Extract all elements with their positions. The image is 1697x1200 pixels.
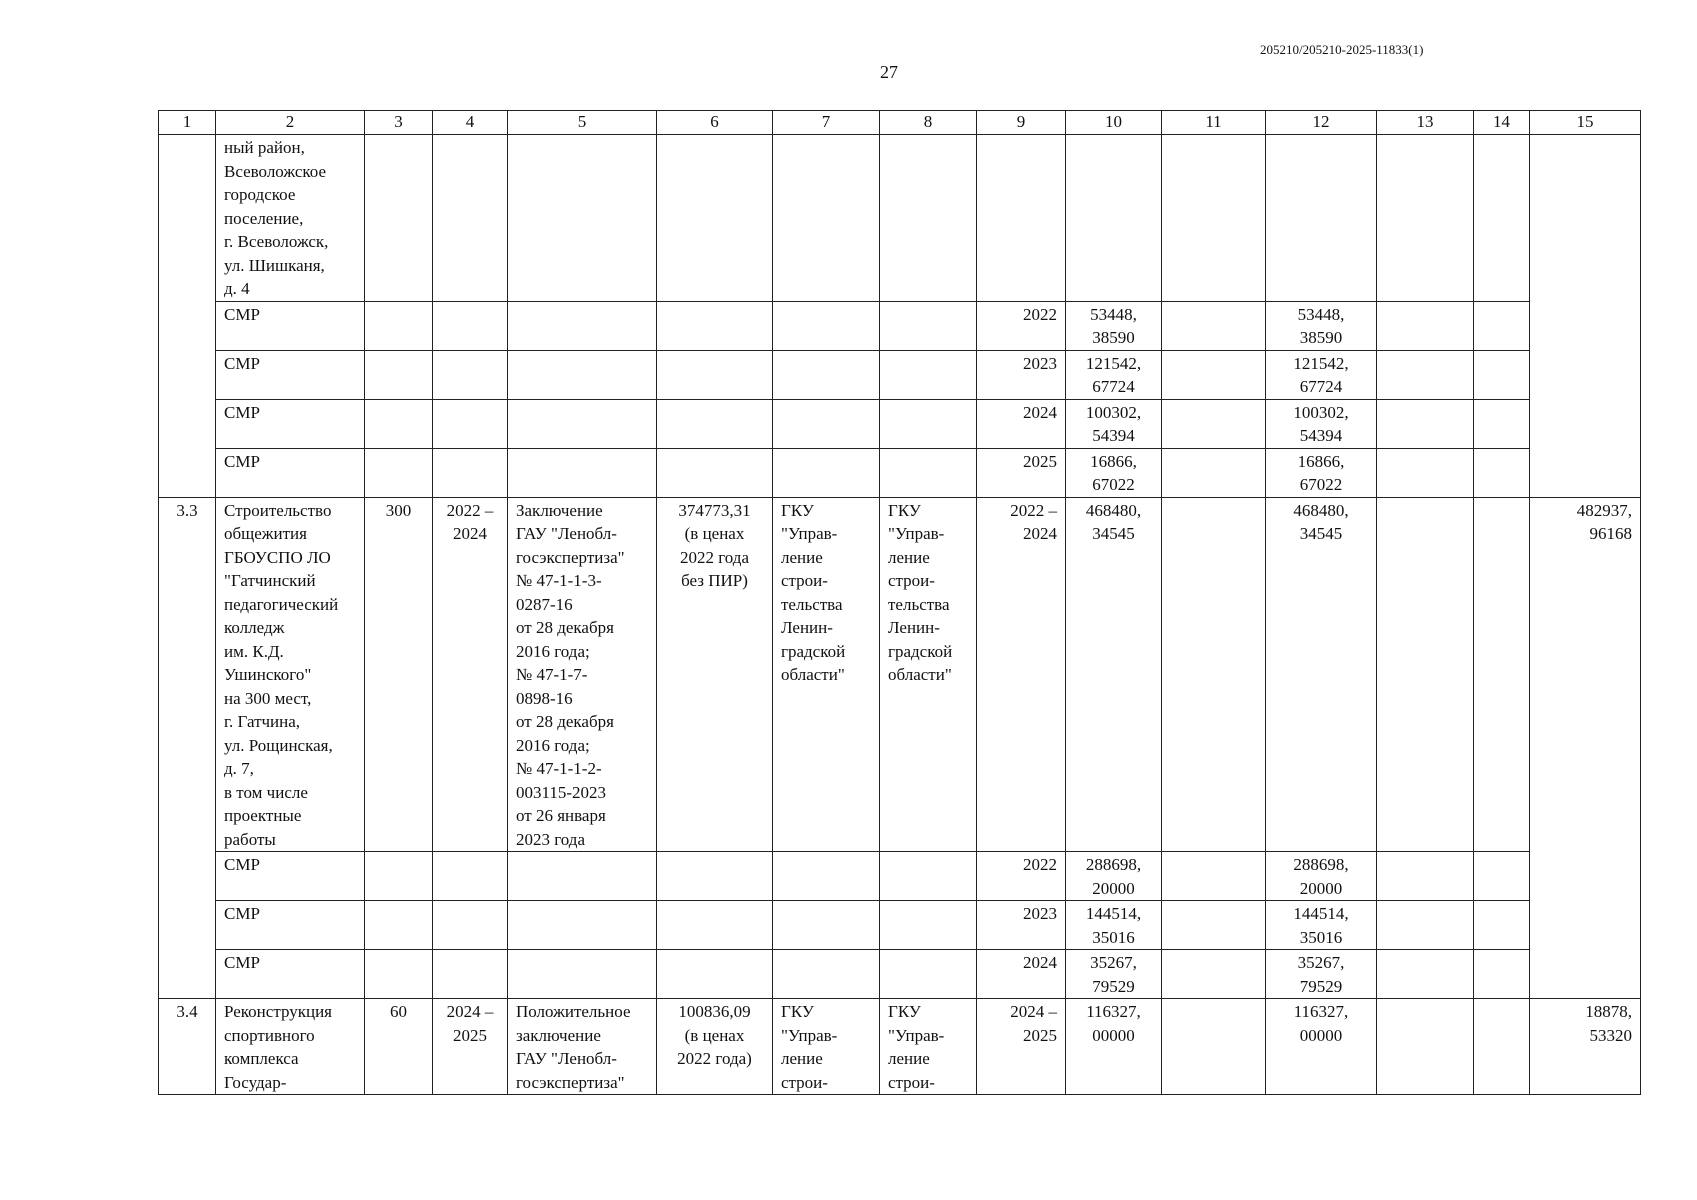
year-cell: 2023 xyxy=(977,350,1066,399)
column-header: 11 xyxy=(1162,111,1266,135)
table-row xyxy=(159,950,1641,999)
smr-label: СМР xyxy=(216,448,365,497)
amount-cell: 16866, 67022 xyxy=(1066,448,1162,497)
amount-cell: 144514, 35016 xyxy=(1266,901,1377,950)
amount-cell: 35267, 79529 xyxy=(1266,950,1377,999)
amount-cell: 144514, 35016 xyxy=(1066,901,1162,950)
row-number-cell: 3.3 xyxy=(159,497,216,999)
amount-cell: 288698, 20000 xyxy=(1266,852,1377,901)
amount-cell: 468480, 34545 xyxy=(1066,497,1162,852)
column-header: 12 xyxy=(1266,111,1377,135)
smr-label: СМР xyxy=(216,950,365,999)
data-table xyxy=(158,110,1641,1095)
expertise-cell: Заключение ГАУ "Ленобл- госэкспертиза" № 47-1-1-3- 0287-16 от 28 декабря 2016 года; № 47-1-7- 0898-16 от 28 декабря 2016 года; № 47-1-1-2- 003115-2023 от 26 января 2023 года xyxy=(508,497,657,852)
period-cell: 2022 – 2024 xyxy=(433,497,508,852)
capacity-cell: 60 xyxy=(365,999,433,1095)
table-row xyxy=(159,350,1641,399)
total-cell xyxy=(1530,135,1641,498)
amount-cell: 100302, 54394 xyxy=(1066,399,1162,448)
document-id: 205210/205210-2025-11833(1) xyxy=(1260,42,1424,57)
capacity-cell: 300 xyxy=(365,497,433,852)
total-cell: 482937, 96168 xyxy=(1530,497,1641,999)
year-cell: 2025 xyxy=(977,448,1066,497)
column-header: 5 xyxy=(508,111,657,135)
amount-cell: 116327, 00000 xyxy=(1066,999,1162,1095)
table-row xyxy=(159,301,1641,350)
column-number-row xyxy=(159,111,1641,135)
year-cell: 2022 xyxy=(977,852,1066,901)
amount-cell: 16866, 67022 xyxy=(1266,448,1377,497)
table-row xyxy=(159,852,1641,901)
column-header: 8 xyxy=(880,111,977,135)
smr-label: СМР xyxy=(216,301,365,350)
column-header: 1 xyxy=(159,111,216,135)
smr-label: СМР xyxy=(216,852,365,901)
amount-cell: 121542, 67724 xyxy=(1266,350,1377,399)
table-row xyxy=(159,448,1641,497)
year-cell: 2024 xyxy=(977,950,1066,999)
column-header: 7 xyxy=(773,111,880,135)
table-row xyxy=(159,135,1641,302)
row-number-cell xyxy=(159,135,216,498)
object-name-cell: ный район, Всеволожское городское поселение, г. Всеволожск, ул. Шишканя, д. 4 xyxy=(216,135,365,302)
amount-cell: 121542, 67724 xyxy=(1066,350,1162,399)
column-header: 14 xyxy=(1474,111,1530,135)
column-header: 4 xyxy=(433,111,508,135)
column-header: 9 xyxy=(977,111,1066,135)
amount-cell: 288698, 20000 xyxy=(1066,852,1162,901)
object-name-cell: Реконструкция спортивного комплекса Государ- xyxy=(216,999,365,1095)
year-cell: 2022 xyxy=(977,301,1066,350)
table-row xyxy=(159,399,1641,448)
column-header: 2 xyxy=(216,111,365,135)
table-row xyxy=(159,999,1641,1095)
developer-cell: ГКУ "Управ- ление строи- тельства Ленин- градской области" xyxy=(880,497,977,852)
column-header: 13 xyxy=(1377,111,1474,135)
period-cell: 2024 – 2025 xyxy=(977,999,1066,1095)
amount-cell: 468480, 34545 xyxy=(1266,497,1377,852)
customer-cell: ГКУ "Управ- ление строи- xyxy=(773,999,880,1095)
year-cell: 2024 xyxy=(977,399,1066,448)
amount-cell: 100302, 54394 xyxy=(1266,399,1377,448)
total-cell: 18878, 53320 xyxy=(1530,999,1641,1095)
table-row xyxy=(159,901,1641,950)
smr-label: СМР xyxy=(216,399,365,448)
period-cell: 2024 – 2025 xyxy=(433,999,508,1095)
column-header: 15 xyxy=(1530,111,1641,135)
year-cell: 2023 xyxy=(977,901,1066,950)
customer-cell: ГКУ "Управ- ление строи- тельства Ленин- градской области" xyxy=(773,497,880,852)
amount-cell: 53448, 38590 xyxy=(1066,301,1162,350)
column-header: 3 xyxy=(365,111,433,135)
developer-cell: ГКУ "Управ- ление строи- xyxy=(880,999,977,1095)
page-number: 27 xyxy=(880,62,898,82)
amount-cell: 116327, 00000 xyxy=(1266,999,1377,1095)
cost-cell: 374773,31 (в ценах 2022 года без ПИР) xyxy=(657,497,773,852)
smr-label: СМР xyxy=(216,350,365,399)
period-cell: 2022 – 2024 xyxy=(977,497,1066,852)
expertise-cell: Положительное заключение ГАУ "Ленобл- госэкспертиза" xyxy=(508,999,657,1095)
cost-cell: 100836,09 (в ценах 2022 года) xyxy=(657,999,773,1095)
smr-label: СМР xyxy=(216,901,365,950)
amount-cell: 53448, 38590 xyxy=(1266,301,1377,350)
table-row xyxy=(159,497,1641,852)
column-header: 6 xyxy=(657,111,773,135)
object-name-cell: Строительство общежития ГБОУСПО ЛО "Гатчинский педагогический колледж им. К.Д. Ушинского" на 300 мест, г. Гатчина, ул. Рощинская, д. 7, в том числе проектные работы xyxy=(216,497,365,852)
column-header: 10 xyxy=(1066,111,1162,135)
amount-cell: 35267, 79529 xyxy=(1066,950,1162,999)
row-number-cell: 3.4 xyxy=(159,999,216,1095)
